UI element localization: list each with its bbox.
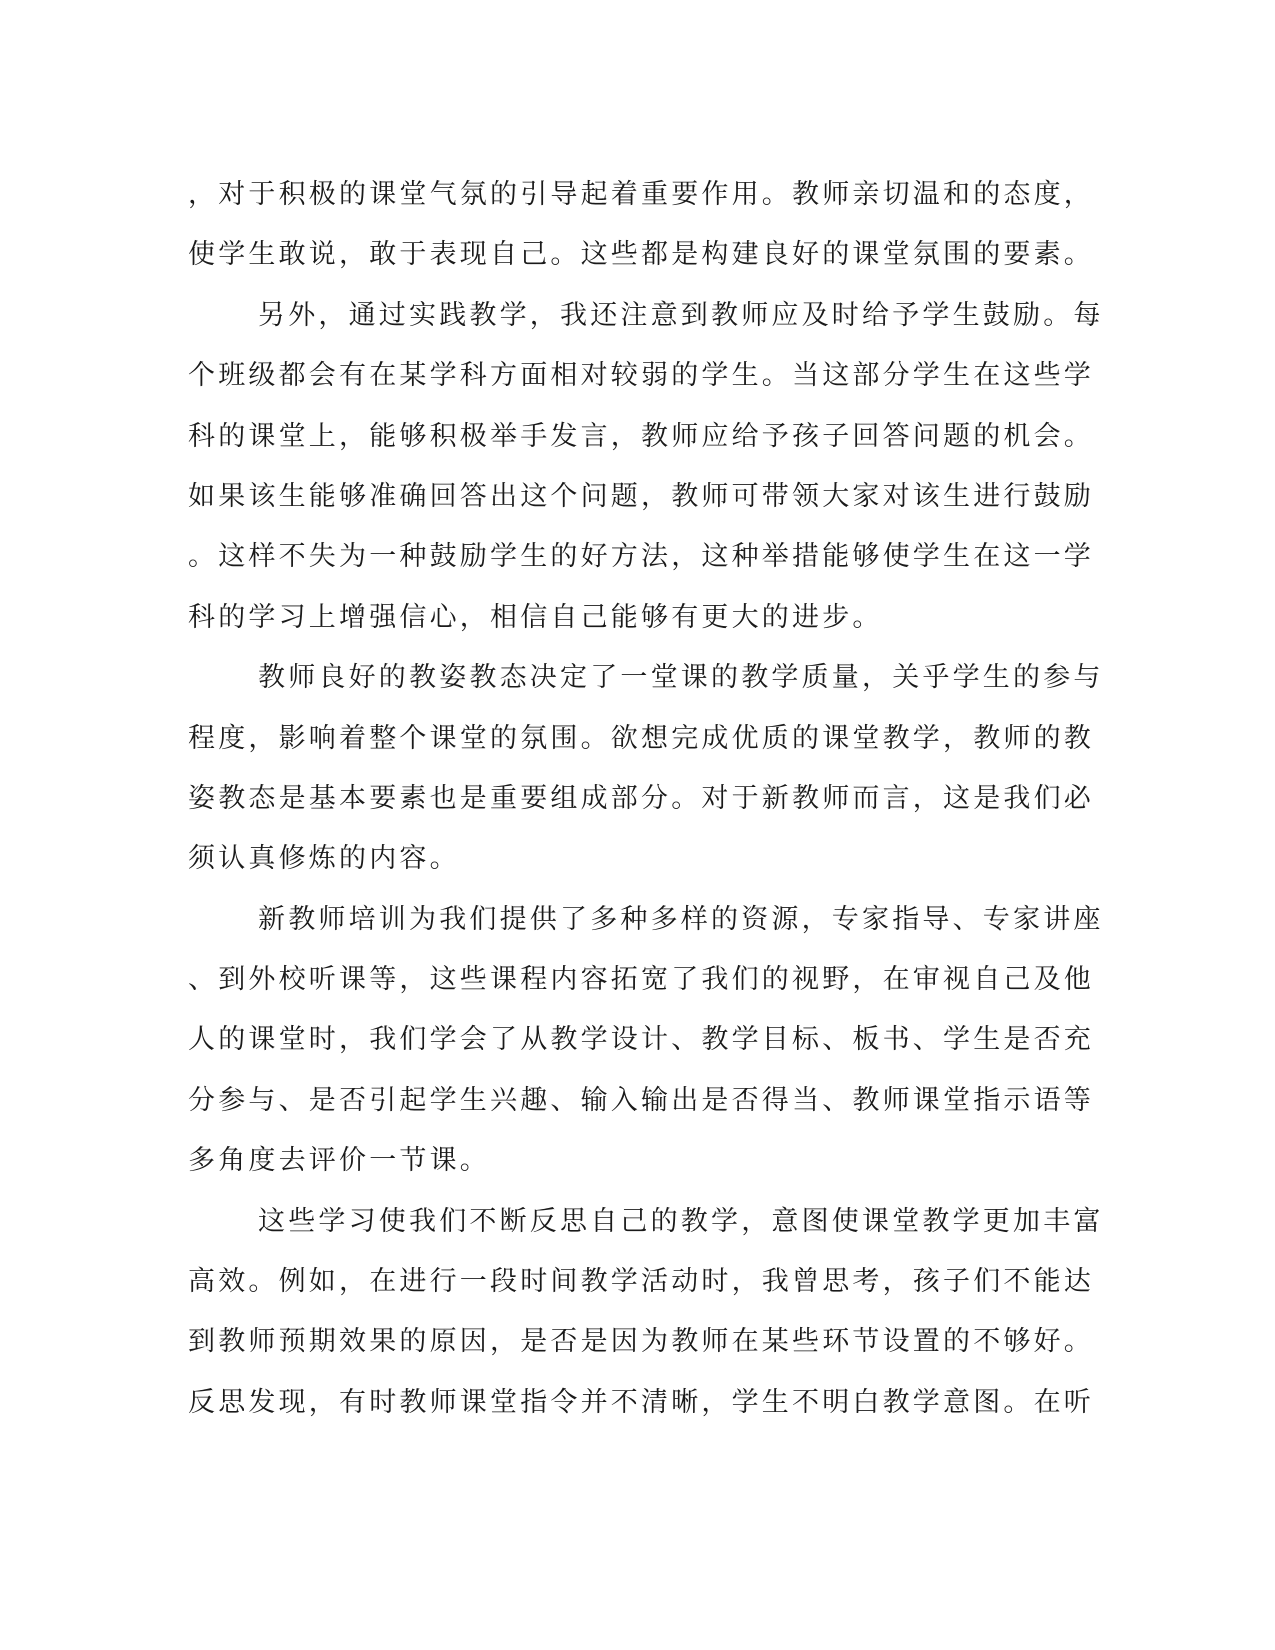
- text-line: 人的课堂时，我们学会了从教学设计、教学目标、板书、学生是否充: [188, 1024, 1094, 1056]
- text-line: 。这样不失为一种鼓励学生的好方法，这种举措能够使学生在这一学: [188, 541, 1094, 573]
- text-line: 程度，影响着整个课堂的氛围。欲想完成优质的课堂教学，教师的教: [188, 722, 1094, 754]
- body-text: [188, 165, 1104, 1433]
- text-line: 高效。例如，在进行一段时间教学活动时，我曾思考，孩子们不能达: [188, 1266, 1094, 1298]
- text-line: 如果该生能够准确回答出这个问题，教师可带领大家对该生进行鼓励: [188, 480, 1094, 512]
- paragraph-start-line: 另外，通过实践教学，我还注意到教师应及时给予学生鼓励。每: [258, 299, 1104, 331]
- paragraph-start-line: 教师良好的教姿教态决定了一堂课的教学质量，关乎学生的参与: [258, 662, 1104, 694]
- text-line: 、到外校听课等，这些课程内容拓宽了我们的视野，在审视自己及他: [188, 964, 1094, 996]
- text-line: 个班级都会有在某学科方面相对较弱的学生。当这部分学生在这些学: [188, 360, 1094, 392]
- text-line: 到教师预期效果的原因，是否是因为教师在某些环节设置的不够好。: [188, 1326, 1094, 1358]
- text-line: 多角度去评价一节课。: [188, 1145, 490, 1177]
- text-line: 反思发现，有时教师课堂指令并不清晰，学生不明白教学意图。在听: [188, 1386, 1094, 1418]
- text-line: 须认真修炼的内容。: [188, 843, 460, 875]
- text-line: 姿教态是基本要素也是重要组成部分。对于新教师而言，这是我们必: [188, 782, 1094, 814]
- paragraph-start-line: 这些学习使我们不断反思自己的教学，意图使课堂教学更加丰富: [258, 1205, 1104, 1237]
- text-line: 使学生敢说，敢于表现自己。这些都是构建良好的课堂氛围的要素。: [188, 239, 1094, 271]
- text-line: ，对于积极的课堂气氛的引导起着重要作用。教师亲切温和的态度，: [188, 179, 1094, 210]
- paragraph-start-line: 新教师培训为我们提供了多种多样的资源，专家指导、专家讲座: [258, 903, 1104, 935]
- text-line: 科的学习上增强信心，相信自己能够有更大的进步。: [188, 601, 883, 633]
- text-line: 科的课堂上，能够积极举手发言，教师应给予孩子回答问题的机会。: [188, 420, 1094, 452]
- text-line: 分参与、是否引起学生兴趣、输入输出是否得当、教师课堂指示语等: [188, 1084, 1094, 1116]
